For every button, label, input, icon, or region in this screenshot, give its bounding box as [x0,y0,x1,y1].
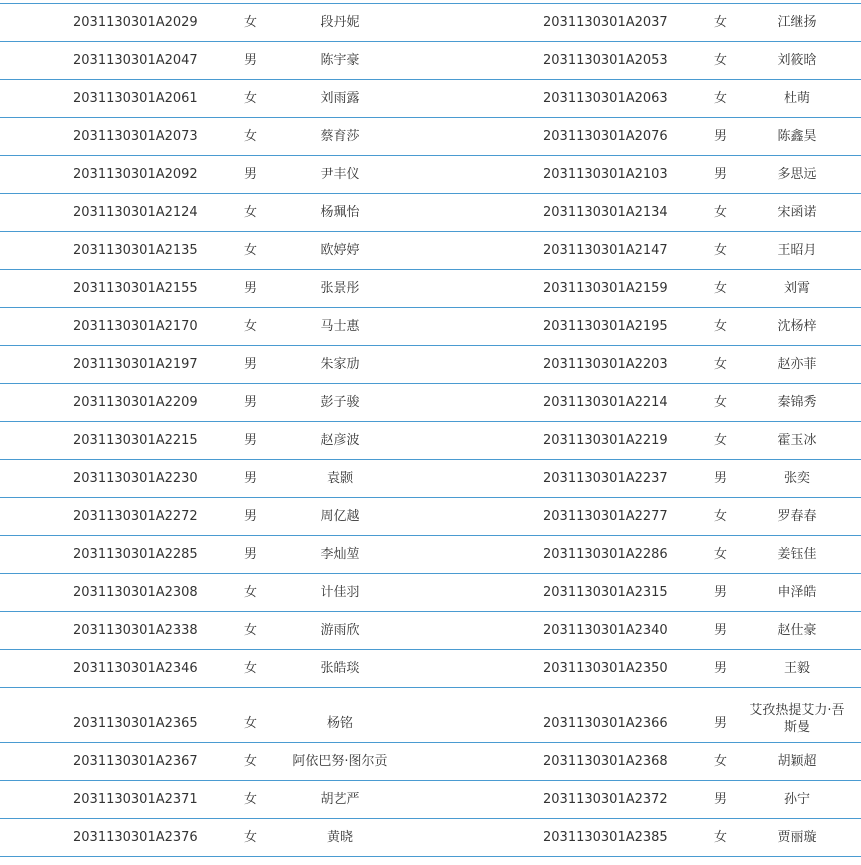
student-id-right: 2031130301A2350 [543,661,668,676]
table-row [0,194,861,232]
student-id-left: 2031130301A2308 [73,585,198,600]
gender-right: 女 [714,395,728,410]
gender-right: 女 [714,15,728,30]
student-id-left: 2031130301A2092 [73,167,198,182]
student-id-left: 2031130301A2371 [73,792,198,807]
student-name-right: 王毅 [783,661,810,676]
gender-left: 女 [244,792,258,807]
table-row [0,4,861,42]
table-row [0,80,861,118]
gender-left: 女 [244,716,258,731]
student-id-right: 2031130301A2372 [543,792,668,807]
student-id-right: 2031130301A2219 [543,433,668,448]
student-id-right: 2031130301A2214 [543,395,668,410]
student-id-right: 2031130301A2366 [543,716,668,731]
student-name-left: 游雨欣 [320,623,360,638]
gender-left: 女 [244,623,258,638]
table-row [0,688,861,743]
student-name-right: 罗春春 [777,509,817,524]
student-id-right: 2031130301A2340 [543,623,668,638]
student-id-left: 2031130301A2346 [73,661,198,676]
student-id-right: 2031130301A2385 [543,830,668,845]
table-row [0,346,861,384]
student-name-left: 周亿越 [320,509,360,524]
student-id-left: 2031130301A2338 [73,623,198,638]
student-name-right: 贾丽璇 [777,830,817,845]
student-name-left: 欧婷婷 [320,243,360,258]
student-id-right: 2031130301A2286 [543,547,668,562]
gender-right: 女 [714,830,728,845]
gender-left: 女 [244,319,258,334]
student-name-left: 陈宇豪 [320,53,360,68]
student-name-left: 黄晓 [326,830,353,845]
student-id-left: 2031130301A2367 [73,754,198,769]
gender-left: 男 [244,547,258,562]
gender-left: 男 [244,281,258,296]
student-name-left: 袁颢 [326,471,353,486]
table-row [0,819,861,857]
student-id-right: 2031130301A2103 [543,167,668,182]
student-name-right: 赵亦菲 [777,357,817,372]
gender-right: 女 [714,433,728,448]
student-name-right: 胡颖超 [777,754,817,769]
gender-left: 男 [244,509,258,524]
student-id-right: 2031130301A2076 [543,129,668,144]
gender-right: 男 [714,661,728,676]
gender-left: 男 [244,53,258,68]
student-id-right: 2031130301A2368 [543,754,668,769]
gender-right: 女 [714,754,728,769]
student-id-left: 2031130301A2155 [73,281,198,296]
student-id-left: 2031130301A2135 [73,243,198,258]
table-row [0,574,861,612]
gender-left: 女 [244,129,258,144]
gender-right: 女 [714,205,728,220]
student-id-right: 2031130301A2315 [543,585,668,600]
table-row [0,232,861,270]
student-name-left: 段丹妮 [320,15,360,30]
student-id-right: 2031130301A2134 [543,205,668,220]
table-row [0,156,861,194]
gender-left: 女 [244,585,258,600]
gender-right: 男 [714,716,728,731]
student-id-right: 2031130301A2237 [543,471,668,486]
student-name-right: 霍玉冰 [777,433,817,448]
table-row [0,498,861,536]
student-name-left: 蔡育莎 [320,129,360,144]
student-id-left: 2031130301A2272 [73,509,198,524]
student-name-left: 张景彤 [320,281,360,296]
gender-right: 女 [714,357,728,372]
student-name-right: 王昭月 [777,243,817,258]
gender-left: 男 [244,433,258,448]
gender-left: 女 [244,754,258,769]
student-name-right: 艾孜热提艾力·吾斯曼 [749,703,845,735]
student-name-right: 多思远 [777,167,817,182]
student-name-right: 沈杨梓 [777,319,817,334]
student-id-right: 2031130301A2063 [543,91,668,106]
student-name-right: 张奕 [783,471,810,486]
table-row [0,460,861,498]
student-name-right: 姜钰佳 [777,547,817,562]
gender-right: 女 [714,319,728,334]
gender-right: 女 [714,547,728,562]
student-id-left: 2031130301A2029 [73,15,198,30]
student-id-left: 2031130301A2365 [73,716,198,731]
student-id-left: 2031130301A2124 [73,205,198,220]
student-id-right: 2031130301A2159 [543,281,668,296]
table-row [0,743,861,781]
gender-left: 女 [244,205,258,220]
student-name-left: 张皓琰 [320,661,360,676]
student-id-left: 2031130301A2285 [73,547,198,562]
gender-right: 女 [714,509,728,524]
student-name-left: 杨铭 [326,716,353,731]
student-name-left: 计佳羽 [320,585,360,600]
student-name-left: 朱家劢 [320,357,360,372]
gender-left: 男 [244,357,258,372]
student-name-left: 马士惠 [320,319,360,334]
student-roster-table [0,3,861,857]
table-row [0,781,861,819]
student-name-right: 孙宁 [783,792,810,807]
gender-right: 男 [714,129,728,144]
student-id-left: 2031130301A2376 [73,830,198,845]
student-name-right: 赵仕豪 [777,623,817,638]
gender-left: 男 [244,471,258,486]
gender-left: 女 [244,91,258,106]
gender-left: 女 [244,661,258,676]
student-name-right: 秦锦秀 [777,395,817,410]
gender-right: 女 [714,281,728,296]
student-id-left: 2031130301A2170 [73,319,198,334]
gender-left: 男 [244,395,258,410]
gender-left: 女 [244,830,258,845]
student-id-right: 2031130301A2053 [543,53,668,68]
student-name-left: 尹丰仪 [320,167,360,182]
table-row [0,42,861,80]
student-name-right: 刘筱晗 [777,53,817,68]
student-id-right: 2031130301A2195 [543,319,668,334]
student-id-left: 2031130301A2197 [73,357,198,372]
gender-right: 女 [714,53,728,68]
gender-left: 男 [244,167,258,182]
table-row [0,118,861,156]
student-name-right: 申泽皓 [777,585,817,600]
student-id-left: 2031130301A2230 [73,471,198,486]
student-name-left: 胡艺严 [320,792,360,807]
student-id-left: 2031130301A2209 [73,395,198,410]
student-name-left: 赵彦波 [320,433,360,448]
student-id-right: 2031130301A2147 [543,243,668,258]
student-name-left: 彭子骏 [320,395,360,410]
student-id-right: 2031130301A2277 [543,509,668,524]
gender-left: 女 [244,243,258,258]
gender-right: 女 [714,91,728,106]
student-name-right: 刘霄 [783,281,810,296]
student-name-left: 阿依巴努·图尔贡 [292,754,388,769]
gender-right: 男 [714,167,728,182]
table-row [0,536,861,574]
table-row [0,612,861,650]
table-row [0,384,861,422]
gender-right: 男 [714,792,728,807]
gender-right: 男 [714,585,728,600]
student-name-right: 陈鑫昊 [777,129,817,144]
gender-right: 男 [714,471,728,486]
student-id-right: 2031130301A2203 [543,357,668,372]
table-row [0,650,861,688]
student-name-right: 江继扬 [777,15,817,30]
table-row [0,270,861,308]
student-name-left: 李灿堃 [320,547,360,562]
student-name-right: 宋函诺 [777,205,817,220]
table-row [0,308,861,346]
student-name-left: 杨珮怡 [320,205,360,220]
student-id-left: 2031130301A2215 [73,433,198,448]
table-row [0,422,861,460]
student-id-left: 2031130301A2047 [73,53,198,68]
student-id-right: 2031130301A2037 [543,15,668,30]
student-name-right: 杜萌 [783,91,810,106]
gender-right: 男 [714,623,728,638]
gender-right: 女 [714,243,728,258]
student-id-left: 2031130301A2061 [73,91,198,106]
student-name-left: 刘雨露 [320,91,360,106]
gender-left: 女 [244,15,258,30]
student-id-left: 2031130301A2073 [73,129,198,144]
